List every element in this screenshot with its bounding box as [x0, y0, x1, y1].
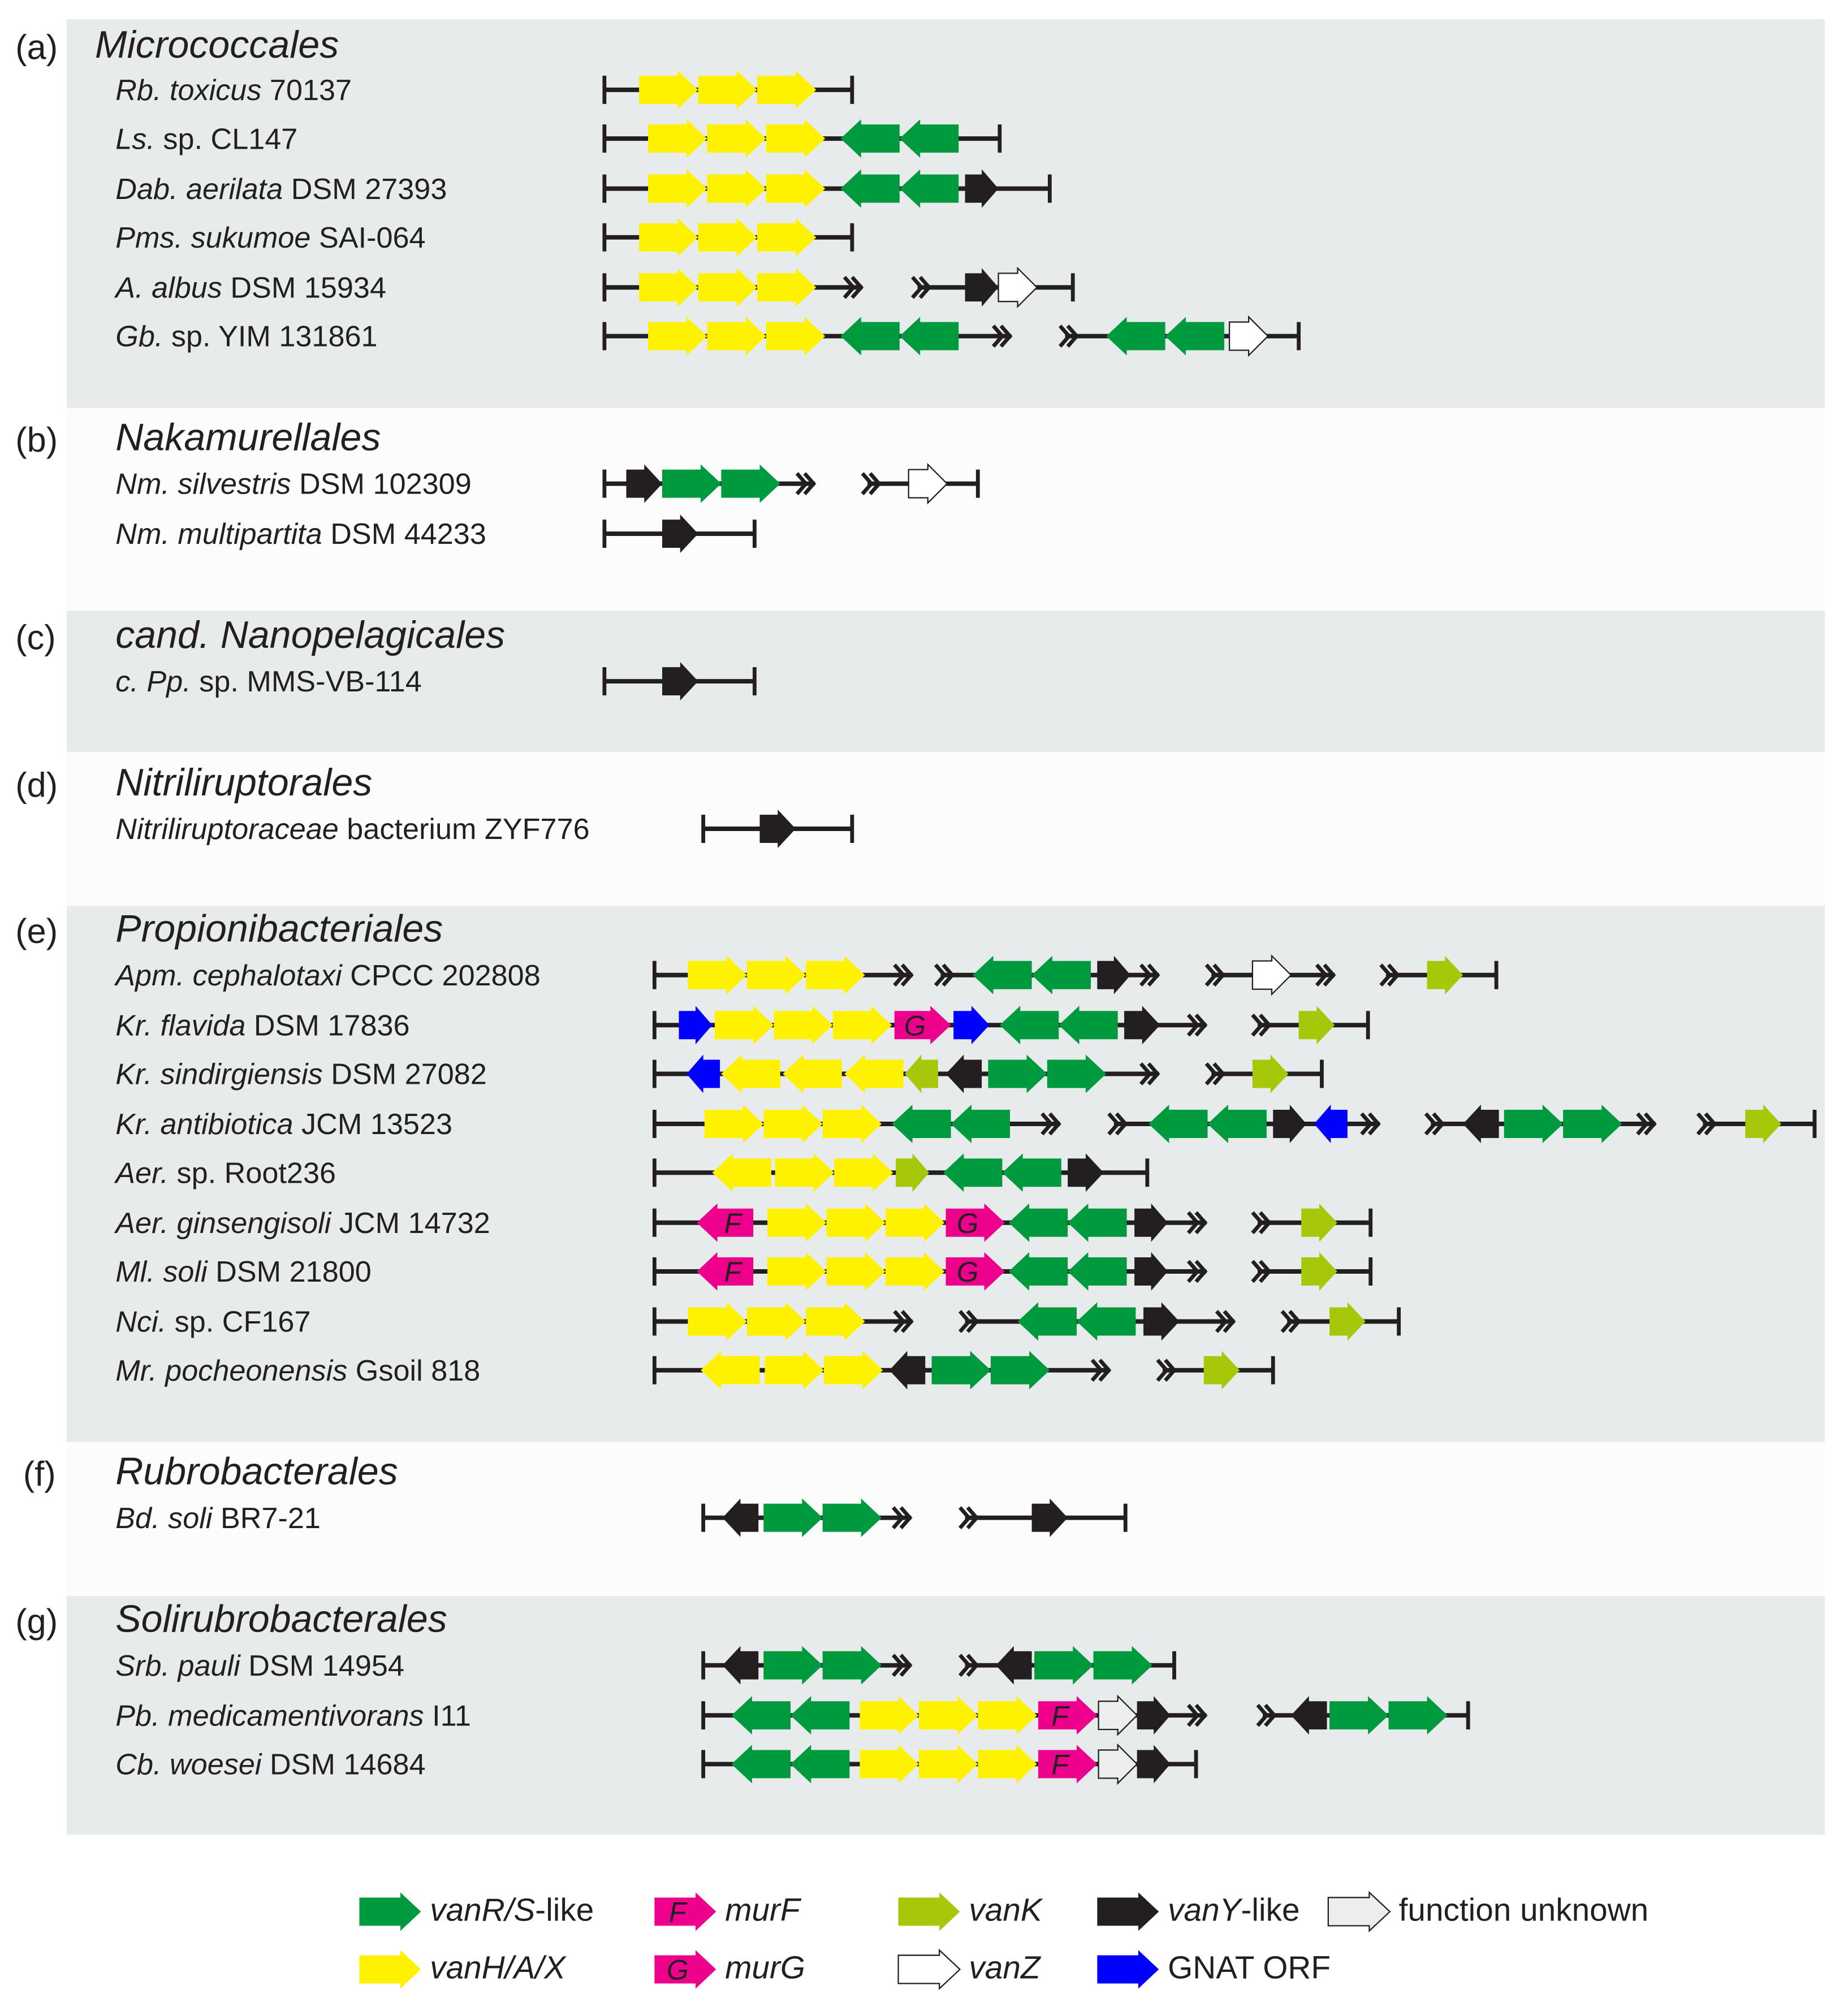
- gene-arrow-black-icon: [662, 662, 698, 700]
- legend-label: [1168, 1950, 1331, 1987]
- gene-arrow-black-icon: [1137, 1696, 1171, 1734]
- species-strain: DSM 27082: [322, 1057, 487, 1091]
- gene-arrow-yellow-icon: [860, 1696, 918, 1734]
- gene-arrow-yellow-icon: [844, 1054, 903, 1093]
- gene-arrow-yellow-icon: [919, 1745, 978, 1783]
- gene-arrow-yellow-icon: [648, 119, 707, 158]
- species-genus-name: c. Pp.: [115, 664, 191, 698]
- gene-arrow-yellow-icon: [834, 1153, 893, 1192]
- legend-italic: murG: [725, 1950, 806, 1987]
- gene-arrow-blue-icon: [953, 1006, 990, 1044]
- break-chevron-icon: [1158, 1360, 1167, 1381]
- gene-arrow-lime-icon: [1204, 1351, 1240, 1390]
- break-chevron-icon: [1426, 1114, 1435, 1134]
- legend-label: [1168, 1892, 1299, 1930]
- gene-arrow-yellow-icon: [886, 1252, 944, 1291]
- gene-arrow-yellow-icon: [766, 170, 825, 208]
- panel-label: (b): [15, 421, 58, 460]
- legend-italic: murF: [725, 1892, 800, 1928]
- gene-arrow-green-icon: [1068, 1252, 1126, 1291]
- gene-arrow-yellow-icon: [648, 170, 707, 208]
- gene-arrow-green-icon: [763, 1646, 822, 1685]
- species-genus-name: Kr. sindirgiensis: [115, 1057, 323, 1091]
- species-genus-name: Nm. multipartita: [115, 517, 322, 551]
- gene-arrow-black-icon: [1137, 1745, 1171, 1783]
- gene-arrow-yellow-icon: [919, 1696, 978, 1734]
- gene-letter: F: [668, 1896, 686, 1928]
- gene-arrow-yellow-icon: [766, 119, 825, 158]
- species-strain: sp. YIM 131861: [163, 319, 378, 353]
- order-name: Solirubrobacterales: [115, 1598, 447, 1641]
- gene-arrow-yellow-icon: [639, 218, 698, 257]
- gene-arrow-yellow-icon: [767, 1252, 826, 1291]
- species-strain: Gsoil 818: [347, 1353, 481, 1387]
- gene-arrow-green-icon: [1148, 1105, 1207, 1143]
- legend-label: [430, 1892, 594, 1930]
- gene-arrow-green-icon: [823, 1646, 882, 1685]
- species-strain: DSM 21800: [207, 1254, 372, 1288]
- gene-arrow-green-icon: [1009, 1204, 1068, 1242]
- break-chevron-icon: [862, 473, 871, 494]
- gene-arrow-yellow-icon: [707, 170, 766, 208]
- legend-italic: vanY: [1168, 1892, 1241, 1928]
- gene-arrow-black-icon: [1032, 1499, 1068, 1537]
- gene-arrow-green-icon: [1077, 1302, 1135, 1340]
- species-strain: DSM 27393: [283, 172, 447, 206]
- gene-arrow-green-icon: [763, 1499, 822, 1537]
- gene-arrow-yellow-icon: [747, 1302, 806, 1340]
- gene-arrow-green-icon: [1068, 1204, 1126, 1242]
- legend-label: [969, 1950, 1040, 1987]
- gene-arrow-green-icon: [1329, 1696, 1388, 1734]
- gene-arrow-unknown-icon: [1099, 1745, 1137, 1783]
- gene-arrow-blue-icon: [679, 1006, 713, 1044]
- gene-arrow-green-icon: [1388, 1696, 1447, 1734]
- gene-arrow-black-icon: [1068, 1153, 1104, 1192]
- gene-arrow-yellow-icon: [775, 1153, 834, 1192]
- break-chevron-icon: [1206, 1063, 1215, 1084]
- gene-letter: G: [904, 1010, 926, 1042]
- gene-arrow-lime-icon: [1745, 1105, 1781, 1143]
- gene-arrow-green-icon: [823, 1499, 882, 1537]
- species-genus-name: Kr. antibiotica: [115, 1107, 293, 1141]
- gene-arrow-yellow-icon: [806, 956, 865, 994]
- break-chevron-icon: [1258, 1705, 1267, 1725]
- gene-arrow-unknown-icon: [1099, 1696, 1137, 1734]
- gene-arrow-yellow-icon: [774, 1006, 832, 1044]
- gene-arrow-yellow-icon: [767, 1204, 826, 1242]
- species-genus-name: Apm. cephalotaxi: [115, 958, 342, 992]
- gene-arrow-yellow-icon: [826, 1204, 885, 1242]
- gene-arrow-green-icon: [840, 317, 899, 356]
- gene-arrow-green-icon: [662, 465, 721, 503]
- gene-arrow-black-icon: [1291, 1696, 1327, 1734]
- gene-arrow-lime-icon: [1329, 1302, 1366, 1340]
- break-chevron-icon: [1253, 1213, 1262, 1233]
- gene-arrow-green-icon: [943, 1153, 1002, 1192]
- gene-arrow-green-icon: [1002, 1153, 1061, 1192]
- gene-arrow-green-icon: [900, 119, 958, 158]
- gene-arrow-green-icon: [1000, 1006, 1059, 1044]
- gene-arrow-green-icon: [973, 956, 1031, 994]
- species-strain: BR7-21: [212, 1501, 321, 1535]
- gene-arrow-black-icon: [662, 514, 698, 553]
- gene-arrow-yellow-icon: [783, 1054, 841, 1093]
- gene-letter: G: [956, 1207, 979, 1239]
- break-chevron-icon: [1060, 326, 1069, 346]
- species-strain: sp. CL147: [154, 122, 298, 155]
- gene-arrow-green-icon: [932, 1351, 991, 1390]
- gene-arrow-yellow-icon: [701, 1351, 759, 1390]
- gene-arrow-blue-icon: [686, 1054, 720, 1093]
- gene-arrow-yellow-icon: [705, 1105, 763, 1143]
- species-genus-name: Rb. toxicus: [115, 73, 262, 107]
- gene-arrow-black-icon: [946, 1054, 982, 1093]
- gene-arrow-white-icon: [1253, 956, 1291, 994]
- gene-arrow-yellow-icon: [698, 71, 757, 109]
- gene-arrow-green-icon: [1504, 1105, 1563, 1143]
- break-chevron-icon: [1206, 965, 1215, 985]
- gene-arrow-black-icon: [626, 465, 662, 503]
- gene-arrow-blue-icon: [1097, 1950, 1159, 1988]
- order-name: Nitriliruptorales: [115, 762, 373, 804]
- legend-label: [1399, 1892, 1649, 1930]
- gene-arrow-black-icon: [1463, 1105, 1499, 1143]
- gene-arrow-black-icon: [965, 268, 999, 306]
- gene-arrow-yellow-icon: [978, 1696, 1037, 1734]
- species-strain: I11: [424, 1698, 471, 1732]
- gene-arrow-lime-icon: [1427, 956, 1463, 994]
- gene-arrow-yellow-icon: [824, 1351, 883, 1390]
- species-genus-name: Mr. pocheonensis: [115, 1353, 348, 1387]
- species-genus-name: Nm. silvestris: [115, 467, 291, 501]
- gene-arrow-green-icon: [1047, 1054, 1106, 1093]
- gene-arrow-green-icon: [988, 1054, 1047, 1093]
- break-chevron-icon: [1698, 1114, 1707, 1134]
- gene-arrow-black-icon: [1097, 1892, 1159, 1931]
- gene-arrow-yellow-icon: [978, 1745, 1037, 1783]
- break-chevron-icon: [935, 965, 944, 985]
- gene-arrow-green-icon: [892, 1105, 951, 1143]
- species-strain: sp. MMS-VB-114: [191, 664, 422, 698]
- species-genus-name: Gb.: [115, 319, 163, 353]
- species-genus-name: Aer.: [115, 1156, 169, 1189]
- species-genus-name: Kr. flavida: [115, 1008, 246, 1042]
- break-chevron-icon: [960, 1508, 969, 1528]
- legend-suffix: -like: [535, 1892, 594, 1928]
- species-genus-name: Ls.: [115, 122, 155, 155]
- order-name: Micrococcales: [94, 24, 339, 67]
- gene-arrow-yellow-icon: [747, 956, 806, 994]
- gene-arrow-yellow-icon: [698, 268, 757, 306]
- gene-arrow-green-icon: [1059, 1006, 1117, 1044]
- species-genus-name: Ml. soli: [115, 1254, 208, 1288]
- panel-label: (g): [15, 1602, 58, 1641]
- gene-arrow-green-icon: [732, 1745, 791, 1783]
- gene-arrow-white-icon: [899, 1950, 960, 1988]
- gene-arrow-green-icon: [951, 1105, 1010, 1143]
- gene-arrow-white-icon: [999, 268, 1037, 306]
- gene-arrow-yellow-icon: [765, 1351, 824, 1390]
- gene-arrow-yellow-icon: [806, 1302, 865, 1340]
- gene-arrow-green-icon: [840, 119, 899, 158]
- gene-arrow-green-icon: [900, 170, 958, 208]
- species-genus-name: Bd. soli: [115, 1501, 213, 1535]
- gene-arrow-green-icon: [1018, 1302, 1077, 1340]
- species-genus-name: A. albus: [115, 270, 222, 304]
- gene-letter: F: [1051, 1700, 1069, 1732]
- gene-arrow-black-icon: [965, 170, 999, 208]
- gene-arrow-black-icon: [1134, 1204, 1168, 1242]
- species-strain: DSM 14954: [240, 1649, 404, 1682]
- gene-arrow-green-icon: [1208, 1105, 1267, 1143]
- gene-arrow-green-icon: [1563, 1105, 1622, 1143]
- gene-arrow-green-icon: [1009, 1252, 1068, 1291]
- order-name: Rubrobacterales: [115, 1451, 398, 1494]
- gene-arrow-lime-icon: [1253, 1054, 1289, 1093]
- gene-arrow-yellow-icon: [639, 71, 698, 109]
- break-chevron-icon: [1109, 1114, 1118, 1134]
- legend-italic: vanK: [969, 1892, 1042, 1928]
- gene-arrow-lime-icon: [905, 1054, 938, 1093]
- legend-suffix: -like: [1241, 1892, 1300, 1928]
- gene-arrow-green-icon: [721, 465, 780, 503]
- gene-arrow-black-icon: [996, 1646, 1032, 1685]
- gene-arrow-green-icon: [791, 1696, 849, 1734]
- gene-arrow-green-icon: [1165, 317, 1224, 356]
- gene-arrow-green-icon: [991, 1351, 1050, 1390]
- gene-letter: G: [666, 1954, 689, 1986]
- gene-arrow-green-icon: [791, 1745, 849, 1783]
- species-strain: JCM 14732: [331, 1206, 490, 1240]
- species-strain: JCM 13523: [293, 1107, 452, 1141]
- species-strain: DSM 44233: [322, 517, 486, 551]
- gene-arrow-green-icon: [840, 170, 899, 208]
- gene-arrow-white-icon: [909, 465, 947, 503]
- break-chevron-icon: [1282, 1311, 1291, 1331]
- gene-letter: F: [1051, 1749, 1069, 1781]
- gene-arrow-yellow-icon: [713, 1153, 771, 1192]
- gene-arrow-unknown-icon: [1328, 1892, 1390, 1931]
- gene-arrow-green-icon: [1094, 1646, 1152, 1685]
- gene-arrow-lime-icon: [1301, 1204, 1337, 1242]
- species-strain: DSM 14684: [261, 1747, 426, 1781]
- legend-label: [430, 1950, 565, 1987]
- gene-arrow-blue-icon: [1314, 1105, 1348, 1143]
- gene-arrow-black-icon: [1143, 1302, 1180, 1340]
- panel-label: (e): [15, 912, 58, 951]
- gene-arrow-black-icon: [723, 1646, 759, 1685]
- species-genus-name: Aer. ginsengisoli: [115, 1206, 331, 1240]
- gene-arrow-green-icon: [1034, 1646, 1093, 1685]
- legend-italic: vanH/A/X: [430, 1950, 565, 1987]
- break-chevron-icon: [913, 277, 922, 297]
- gene-arrow-green-icon: [359, 1892, 421, 1931]
- gene-arrow-yellow-icon: [763, 1105, 822, 1143]
- gene-arrow-lime-icon: [896, 1153, 929, 1192]
- gene-arrow-yellow-icon: [757, 218, 816, 257]
- species-strain: 70137: [261, 73, 352, 107]
- species-strain: sp. CF167: [166, 1304, 311, 1338]
- gene-arrow-yellow-icon: [707, 119, 766, 158]
- gene-arrow-black-icon: [1273, 1105, 1306, 1143]
- legend-suffix: GNAT ORF: [1168, 1950, 1331, 1987]
- gene-arrow-yellow-icon: [688, 956, 746, 994]
- species-strain: DSM 15934: [222, 270, 387, 304]
- panel-label: (c): [15, 618, 56, 657]
- gene-arrow-black-icon: [1124, 1006, 1160, 1044]
- gene-arrow-yellow-icon: [823, 1105, 882, 1143]
- gene-arrow-yellow-icon: [826, 1252, 885, 1291]
- species-strain: CPCC 202808: [342, 958, 541, 992]
- gene-arrow-yellow-icon: [639, 268, 698, 306]
- gene-arrow-yellow-icon: [359, 1950, 421, 1988]
- break-chevron-icon: [960, 1655, 969, 1676]
- species-genus-name: Dab. aerilata: [115, 172, 283, 206]
- break-chevron-icon: [1253, 1261, 1262, 1282]
- gene-arrow-green-icon: [1106, 317, 1165, 356]
- panel-label: (f): [23, 1455, 56, 1494]
- gene-arrow-green-icon: [732, 1696, 791, 1734]
- gene-arrow-white-icon: [1229, 317, 1268, 356]
- species-genus-name: Pb. medicamentivorans: [115, 1698, 424, 1732]
- panel-label: (d): [15, 765, 58, 804]
- gene-arrow-yellow-icon: [648, 317, 707, 356]
- gene-arrow-green-icon: [900, 317, 958, 356]
- gene-arrow-black-icon: [1134, 1252, 1168, 1291]
- species-strain: bacterium ZYF776: [338, 812, 590, 846]
- order-name: Propionibacteriales: [115, 908, 443, 951]
- legend-label: [969, 1892, 1042, 1930]
- species-genus-name: Cb. woesei: [115, 1747, 262, 1781]
- gene-arrow-yellow-icon: [721, 1054, 780, 1093]
- gene-arrow-black-icon: [759, 810, 796, 848]
- species-genus-name: Srb. pauli: [115, 1649, 240, 1682]
- break-chevron-icon: [1381, 965, 1390, 985]
- gene-arrow-yellow-icon: [688, 1302, 746, 1340]
- break-chevron-icon: [1253, 1015, 1262, 1035]
- legend-italic: vanR/S: [430, 1892, 536, 1928]
- gene-arrow-yellow-icon: [715, 1006, 774, 1044]
- gene-arrow-black-icon: [1097, 956, 1130, 994]
- species-genus-name: Nitriliruptoraceae: [115, 812, 339, 846]
- gene-arrow-yellow-icon: [707, 317, 766, 356]
- species-strain: SAI-064: [310, 220, 426, 254]
- gene-arrow-yellow-icon: [833, 1006, 892, 1044]
- gene-letter: G: [956, 1256, 979, 1288]
- gene-arrow-lime-icon: [1299, 1006, 1335, 1044]
- order-name: cand. Nanopelagicales: [115, 615, 506, 657]
- legend-label: [725, 1892, 800, 1930]
- gene-letter: F: [724, 1256, 742, 1288]
- gene-arrow-lime-icon: [1301, 1252, 1337, 1291]
- gene-arrow-black-icon: [890, 1351, 926, 1390]
- break-chevron-icon: [960, 1311, 969, 1331]
- gene-arrow-yellow-icon: [757, 71, 816, 109]
- legend-suffix: function unknown: [1398, 1892, 1649, 1928]
- species-genus-name: Nci.: [115, 1304, 167, 1338]
- gene-arrow-yellow-icon: [757, 268, 816, 306]
- gene-letter: F: [724, 1207, 742, 1239]
- species-strain: sp. Root236: [169, 1156, 336, 1189]
- order-name: Nakamurellales: [115, 417, 381, 460]
- gene-arrow-yellow-icon: [766, 317, 825, 356]
- gene-arrow-black-icon: [723, 1499, 759, 1537]
- gene-arrow-green-icon: [1032, 956, 1091, 994]
- species-genus-name: Pms. sukumoe: [115, 220, 311, 254]
- gene-arrow-yellow-icon: [698, 218, 757, 257]
- gene-arrow-lime-icon: [899, 1892, 960, 1931]
- species-strain: DSM 17836: [245, 1008, 410, 1042]
- legend-label: [725, 1950, 805, 1987]
- species-strain: DSM 102309: [291, 467, 472, 501]
- gene-arrow-yellow-icon: [860, 1745, 918, 1783]
- gene-arrow-yellow-icon: [886, 1204, 944, 1242]
- legend-italic: vanZ: [969, 1950, 1040, 1987]
- panel-label: (a): [15, 28, 58, 67]
